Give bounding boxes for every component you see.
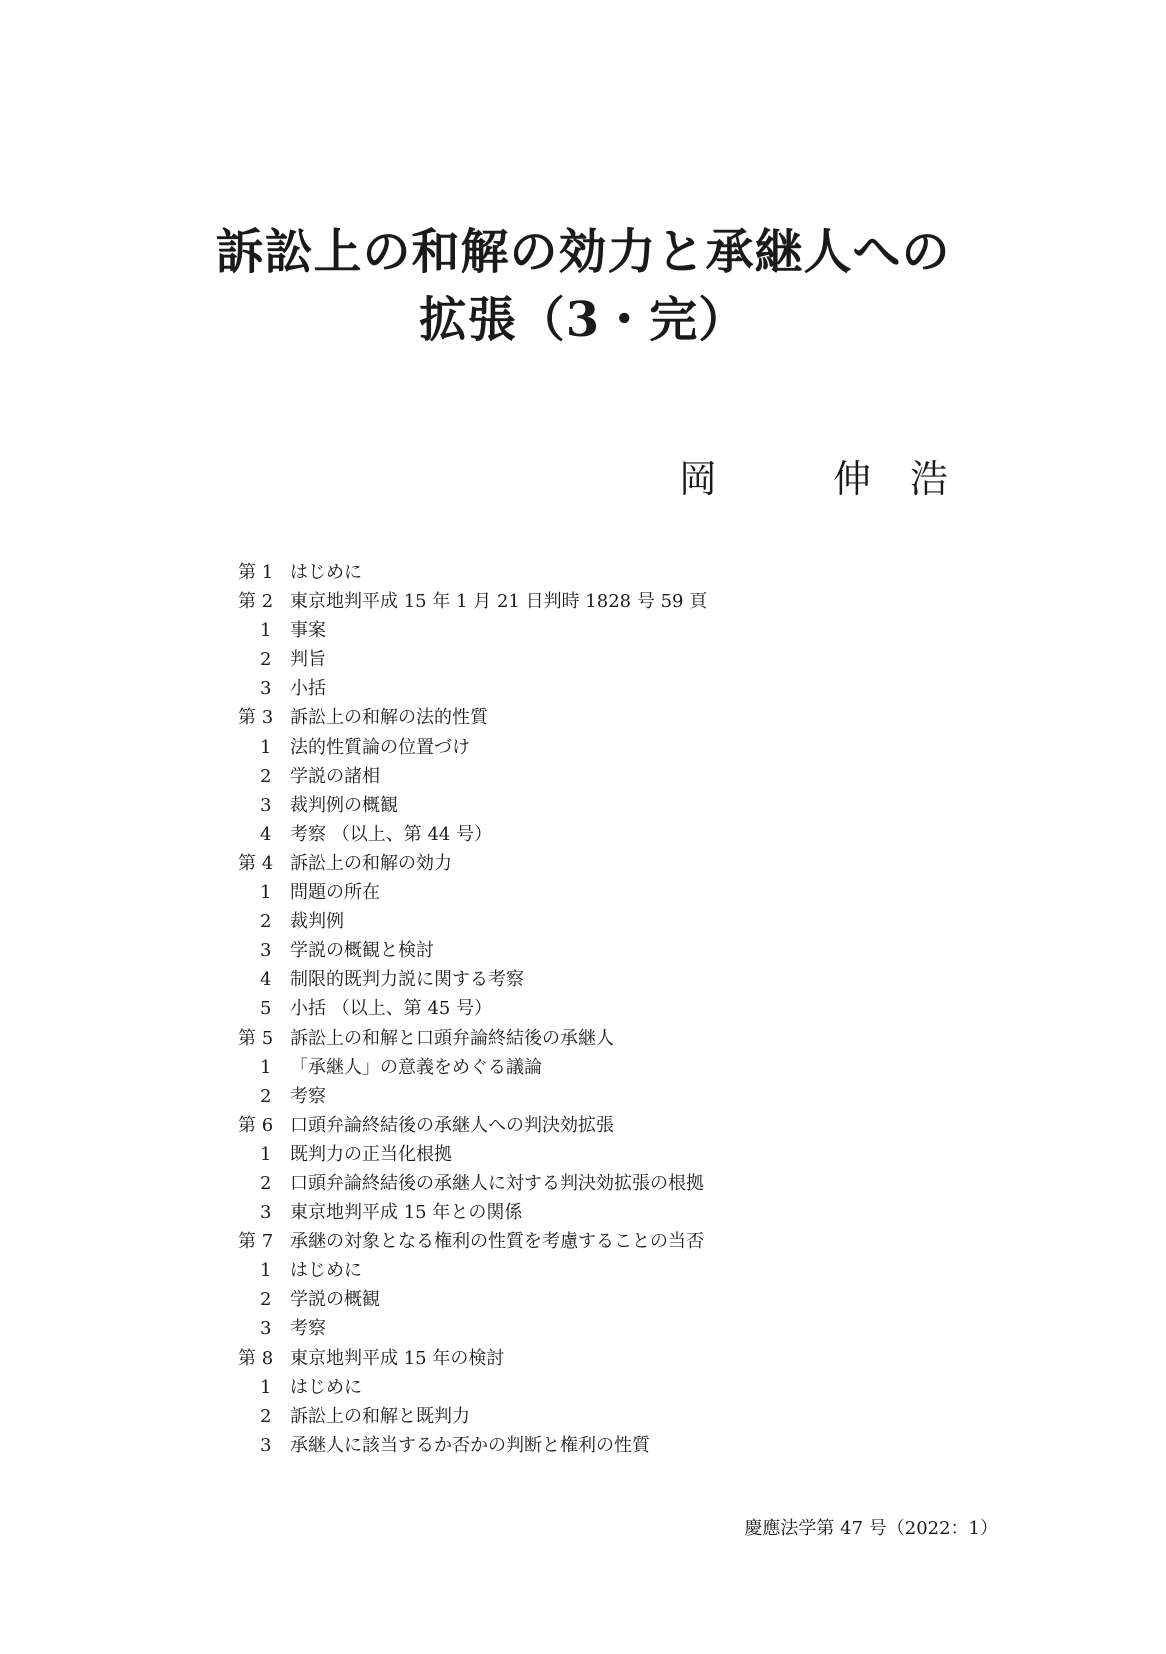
toc-heading: 考察 （以上、第 44 号） — [290, 823, 493, 845]
toc-number: 2 — [260, 911, 272, 933]
toc-heading: 訴訟上の和解の効力 — [290, 852, 452, 874]
toc-section — [238, 587, 1038, 616]
toc-heading: 小括 （以上、第 45 号） — [290, 998, 493, 1020]
toc-number: 4 — [260, 823, 272, 845]
toc-heading: 訴訟上の和解と口頭弁論終結後の承継人 — [290, 1027, 614, 1049]
toc-number: 1 — [260, 1376, 272, 1398]
toc-subsection — [238, 1314, 1038, 1343]
toc-number: 3 — [260, 1318, 272, 1340]
toc-subsection — [238, 994, 1038, 1023]
toc-heading: 学説の概観 — [290, 1289, 380, 1311]
toc-number: 第 8 — [238, 1347, 274, 1369]
toc-subsection — [238, 791, 1038, 820]
toc-subsection — [238, 1169, 1038, 1198]
toc-heading: 問題の所在 — [290, 882, 380, 904]
toc-heading: はじめに — [290, 562, 362, 583]
toc-heading: 判旨 — [290, 649, 326, 671]
toc-subsection — [238, 1373, 1038, 1402]
toc-heading: 東京地判平成 15 年 1 月 21 日判時 1828 号 59 頁 — [290, 591, 708, 613]
toc-number: 1 — [260, 620, 272, 642]
table-of-contents — [238, 558, 1038, 1460]
author-given-name-char-1: 伸 — [833, 457, 872, 501]
toc-number: 第 6 — [238, 1114, 274, 1136]
toc-subsection — [238, 820, 1038, 849]
toc-number: 2 — [260, 1085, 272, 1107]
toc-number: 2 — [260, 1172, 272, 1194]
toc-number: 2 — [260, 1405, 272, 1427]
toc-heading: 口頭弁論終結後の承継人への判決効拡張 — [290, 1114, 614, 1136]
toc-heading: はじめに — [290, 1376, 362, 1398]
toc-number: 2 — [260, 649, 272, 671]
toc-subsection — [238, 1256, 1038, 1285]
toc-number: 1 — [260, 882, 272, 904]
toc-heading: 考察 — [290, 1318, 326, 1340]
toc-heading: 事案 — [290, 620, 326, 642]
toc-heading: はじめに — [290, 1260, 362, 1282]
toc-subsection — [238, 733, 1038, 762]
toc-subsection — [238, 762, 1038, 791]
toc-heading: 既判力の正当化根拠 — [290, 1143, 452, 1165]
toc-section — [238, 1111, 1038, 1140]
toc-heading: 制限的既判力説に関する考察 — [290, 969, 524, 991]
toc-number: 第 1 — [238, 562, 274, 583]
toc-number: 1 — [260, 1143, 272, 1165]
toc-number: 第 7 — [238, 1231, 274, 1253]
toc-number: 第 5 — [238, 1027, 274, 1049]
toc-heading: 訴訟上の和解と既判力 — [290, 1405, 470, 1427]
toc-section — [238, 1344, 1038, 1373]
toc-heading: 承継の対象となる権利の性質を考慮することの当否 — [290, 1231, 704, 1253]
toc-subsection — [238, 1198, 1038, 1227]
toc-heading: 小括 — [290, 678, 326, 700]
toc-subsection — [238, 965, 1038, 994]
toc-section — [238, 849, 1038, 878]
toc-number: 3 — [260, 1202, 272, 1224]
toc-subsection — [238, 1431, 1038, 1460]
toc-number: 1 — [260, 1260, 272, 1282]
toc-subsection — [238, 878, 1038, 907]
toc-section — [238, 1024, 1038, 1053]
toc-number: 第 2 — [238, 591, 274, 613]
toc-subsection — [238, 907, 1038, 936]
author-given-name-char-2: 浩 — [910, 457, 949, 501]
article-title-line-2: 拡張（3・完） — [418, 292, 748, 348]
toc-number: 1 — [260, 1056, 272, 1078]
author-family-name: 岡 — [679, 457, 718, 501]
toc-heading: 法的性質論の位置づけ — [290, 736, 470, 758]
toc-heading: 学説の概観と検討 — [290, 940, 434, 962]
toc-number: 第 4 — [238, 852, 274, 874]
toc-heading: 東京地判平成 15 年との関係 — [290, 1202, 523, 1224]
toc-number: 3 — [260, 940, 272, 962]
toc-number: 5 — [260, 998, 272, 1020]
article-title-line-1: 訴訟上の和解の効力と承継人への — [215, 224, 951, 280]
toc-subsection — [238, 645, 1038, 674]
toc-subsection — [238, 1402, 1038, 1431]
toc-subsection — [238, 1285, 1038, 1314]
toc-heading: 口頭弁論終結後の承継人に対する判決効拡張の根拠 — [290, 1172, 704, 1194]
toc-heading: 「承継人」の意義をめぐる議論 — [290, 1056, 542, 1078]
journal-footer: 慶應法学第 47 号（2022：1） — [744, 1518, 998, 1539]
toc-heading: 承継人に該当するか否かの判断と権利の性質 — [290, 1434, 650, 1456]
toc-subsection — [238, 1140, 1038, 1169]
toc-number: 3 — [260, 794, 272, 816]
toc-section — [238, 703, 1038, 732]
toc-heading: 訴訟上の和解の法的性質 — [290, 707, 488, 729]
toc-heading: 裁判例 — [290, 911, 344, 933]
author-name — [0, 448, 1166, 501]
toc-subsection — [238, 616, 1038, 645]
toc-section — [238, 1227, 1038, 1256]
toc-subsection — [238, 674, 1038, 703]
toc-heading: 考察 — [290, 1085, 326, 1107]
toc-number: 3 — [260, 678, 272, 700]
toc-heading: 東京地判平成 15 年の検討 — [290, 1347, 505, 1369]
toc-section — [238, 558, 1038, 587]
toc-subsection — [238, 1053, 1038, 1082]
toc-heading: 裁判例の概観 — [290, 794, 398, 816]
toc-number: 2 — [260, 765, 272, 787]
toc-number: 1 — [260, 736, 272, 758]
toc-subsection — [238, 1082, 1038, 1111]
toc-number: 3 — [260, 1434, 272, 1456]
toc-number: 2 — [260, 1289, 272, 1311]
toc-heading: 学説の諸相 — [290, 765, 380, 787]
toc-number: 4 — [260, 969, 272, 991]
toc-number: 第 3 — [238, 707, 274, 729]
toc-subsection — [238, 936, 1038, 965]
